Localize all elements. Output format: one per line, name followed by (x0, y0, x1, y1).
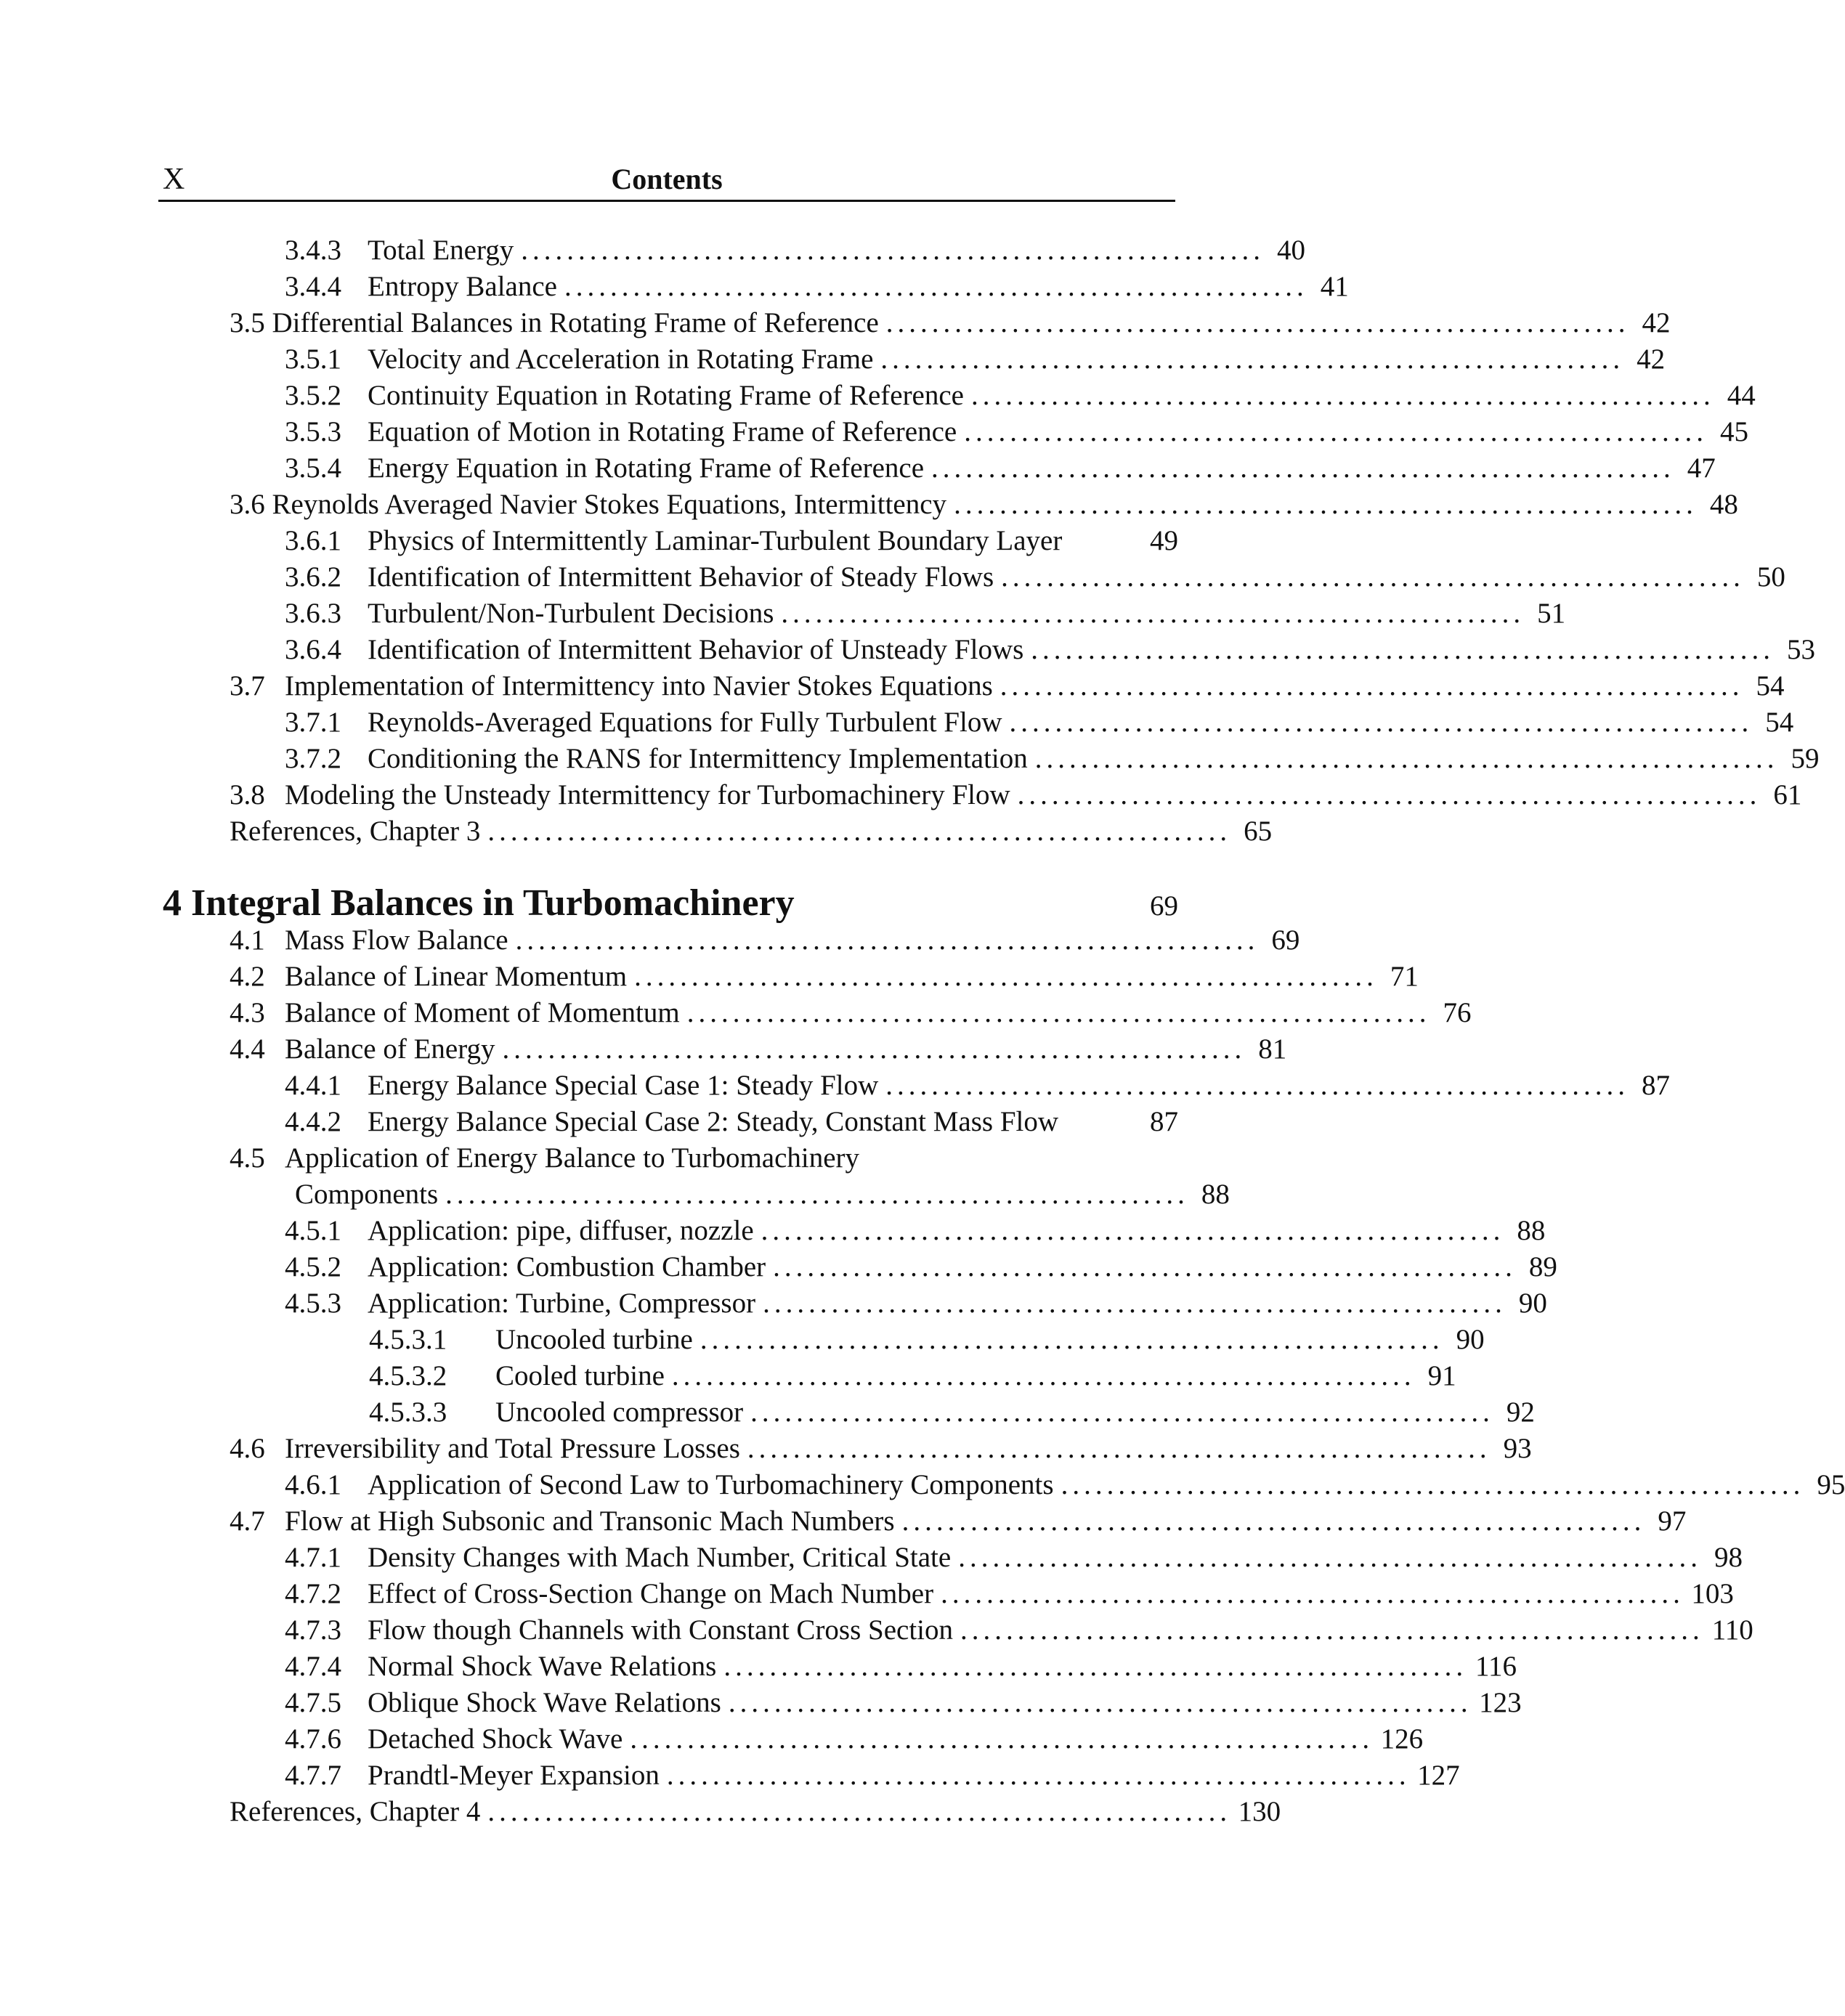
toc-entry-number: 4.7.5 (285, 1687, 341, 1718)
toc-entry-number: 4.2 (230, 961, 265, 992)
page-header (158, 161, 1175, 202)
toc-entry-title: Balance of Energy (285, 1033, 495, 1065)
dot-leader: ................................................................. (964, 416, 1708, 447)
toc-entry (369, 1322, 1485, 1358)
toc-entry-page: 42 (1637, 344, 1666, 375)
toc-entry (285, 378, 1756, 414)
toc-entry (230, 813, 1273, 850)
toc-entry-number: 4.5 (230, 1142, 265, 1174)
toc-entry-title: Uncooled compressor (495, 1397, 744, 1428)
dot-leader: ................................................................. (747, 1433, 1491, 1464)
toc-entry-number: 3.8 (230, 779, 265, 810)
toc-entry (285, 1757, 1460, 1794)
dot-leader: ................................................................. (502, 1033, 1246, 1065)
dot-leader: ................................................................. (666, 1760, 1411, 1791)
toc-entry-number: 4.1 (230, 924, 265, 956)
dot-leader: ................................................................. (634, 961, 1378, 992)
toc-entry (230, 1794, 1281, 1830)
toc-entry-title: Irreversibility and Total Pressure Losses (285, 1433, 740, 1464)
dot-leader: ................................................................. (773, 1251, 1517, 1283)
toc-entry-title: Application: pipe, diffuser, nozzle (368, 1215, 754, 1246)
toc-entry-title: Application: Combustion Chamber (368, 1251, 766, 1283)
toc-entry-page: 40 (1277, 235, 1305, 266)
toc-entry-title: Equation of Motion in Rotating Frame of Reference (368, 416, 957, 447)
toc-entry (285, 1285, 1547, 1322)
dot-leader: ................................................................. (750, 1397, 1494, 1428)
toc-entry-number: 4.4 (230, 1033, 265, 1065)
toc-entry-title: Normal Shock Wave Relations (368, 1651, 717, 1682)
toc-entry (285, 1649, 1517, 1685)
dot-leader: ................................................................. (763, 1288, 1507, 1319)
toc-entry (285, 596, 1566, 632)
toc-entry-title: Prandtl-Meyer Expansion (368, 1760, 660, 1791)
toc-entry (369, 1358, 1456, 1394)
dot-leader: ................................................................. (487, 1796, 1232, 1827)
toc-entry (285, 1612, 1753, 1649)
toc-entry-page: 81 (1258, 1033, 1287, 1065)
toc-entry-page: 50 (1756, 561, 1785, 593)
dot-leader: ................................................................. (686, 997, 1431, 1028)
toc-entry-number: 3.4.4 (285, 271, 341, 302)
toc-entry-page: 87 (1642, 1070, 1671, 1101)
dot-leader: ................................................................. (931, 452, 1675, 484)
toc-entry-number: 4.6.1 (285, 1469, 341, 1500)
toc-entry-page: 130 (1238, 1796, 1281, 1827)
toc-entry-page: 54 (1756, 670, 1785, 702)
toc-entry-title: Balance of Moment of Momentum (285, 997, 680, 1028)
toc-entry-title: Application of Energy Balance to Turbomachinery (285, 1142, 860, 1174)
dot-leader: ................................................................. (781, 598, 1525, 629)
page-title: Contents (611, 163, 723, 195)
toc-entry-title: Physics of Intermittently Laminar-Turbulent Boundary Layer (368, 525, 1063, 556)
dot-leader: ................................................................. (960, 1614, 1704, 1646)
toc-entry-number: 3.6.4 (285, 634, 341, 665)
toc-entry-number: 3.7.1 (285, 707, 341, 738)
toc-entry-number: 4.5.3.2 (369, 1360, 447, 1391)
toc-entry-title: Components (295, 1179, 439, 1210)
toc-entry-number: 4.7.3 (285, 1614, 341, 1646)
toc-entry-number: 3.4.3 (285, 235, 341, 266)
toc-entry (285, 741, 1820, 777)
toc-entry-number: 4.5.2 (285, 1251, 341, 1283)
toc-entry-page: 90 (1518, 1288, 1547, 1319)
toc-entry (285, 1685, 1522, 1721)
toc-entry (230, 1503, 1687, 1540)
dot-leader: ................................................................. (1061, 1469, 1805, 1500)
toc-entry-title: Flow though Channels with Constant Cross Section (368, 1614, 954, 1646)
toc-entry-number: 3.5.2 (285, 380, 341, 411)
toc-entry (285, 269, 1349, 305)
toc-entry-title: Oblique Shock Wave Relations (368, 1687, 721, 1718)
toc-entry-page: 98 (1714, 1542, 1743, 1573)
toc-entry-page: 88 (1201, 1179, 1230, 1210)
toc-entry-page: 127 (1417, 1760, 1460, 1791)
toc-entry (285, 414, 1748, 450)
toc-entry-title: Velocity and Acceleration in Rotating Frame (368, 344, 874, 375)
toc-entry-page: 51 (1537, 598, 1566, 629)
toc-entry (230, 995, 1472, 1031)
toc-entry (285, 1213, 1546, 1249)
toc-entry-page: 54 (1765, 707, 1794, 738)
dot-leader: ................................................................. (999, 670, 1744, 702)
toc-entry-page: 41 (1320, 271, 1349, 302)
toc-entry-page: 123 (1479, 1687, 1522, 1718)
dot-leader: ................................................................. (445, 1179, 1189, 1210)
toc-entry-title: Entropy Balance (368, 271, 557, 302)
dot-leader: ................................................................. (1017, 779, 1761, 810)
toc-entry-title: Conditioning the RANS for Intermittency Implementation (368, 743, 1028, 774)
toc-entry-number: 4.4.2 (285, 1106, 341, 1137)
toc-entry-title: Implementation of Intermittency into Navier Stokes Equations (285, 670, 993, 702)
toc-entry-title: Balance of Linear Momentum (285, 961, 628, 992)
toc-entry-number: 3.7.2 (285, 743, 341, 774)
toc-entry-title: Effect of Cross-Section Change on Mach Number (368, 1578, 934, 1609)
toc-entry (285, 1068, 1671, 1104)
toc-entry (285, 1576, 1734, 1612)
dot-leader: ................................................................. (723, 1651, 1468, 1682)
toc-entry (285, 232, 1305, 269)
toc-entry-page: 48 (1709, 489, 1738, 520)
dot-leader: ................................................................. (671, 1360, 1416, 1391)
toc-entry-page: 47 (1687, 452, 1716, 484)
toc-entry (285, 1104, 1178, 1140)
toc-entry-number: 3.5.3 (285, 416, 341, 447)
toc-entry-title: Detached Shock Wave (368, 1723, 623, 1755)
dot-leader: ................................................................. (515, 924, 1260, 956)
toc-entry-page: 90 (1456, 1324, 1485, 1355)
toc-entry-page: 59 (1791, 743, 1820, 774)
toc-entry (230, 959, 1419, 995)
toc-entry-page: 45 (1719, 416, 1748, 447)
toc-entry-page: 69 (1271, 924, 1300, 956)
toc-entry (285, 559, 1785, 596)
toc-entry-page: 95 (1817, 1469, 1845, 1500)
dot-leader: ................................................................. (521, 235, 1265, 266)
toc-entry (285, 341, 1666, 378)
toc-entry (230, 1431, 1532, 1467)
toc-entry-number: 4.7.4 (285, 1651, 341, 1682)
toc-entry-number: 4.3 (230, 997, 265, 1028)
toc-entry-number: 3.7 (230, 670, 265, 702)
toc-entry-page: 76 (1443, 997, 1472, 1028)
dot-leader: ................................................................. (958, 1542, 1702, 1573)
toc-entry-page: 49 (1150, 525, 1178, 556)
toc-entry-title: Application of Second Law to Turbomachinery Components (368, 1469, 1054, 1500)
toc-entry-number: 4.7.6 (285, 1723, 341, 1755)
toc-entry-title: Mass Flow Balance (285, 924, 508, 956)
dot-leader: ................................................................. (630, 1723, 1374, 1755)
toc-entry (230, 922, 1300, 959)
toc-entry-title: Uncooled turbine (495, 1324, 693, 1355)
toc-entry-page: 88 (1517, 1215, 1546, 1246)
toc-entry (230, 1140, 1178, 1176)
toc-entry (295, 1176, 1230, 1213)
toc-entry-page: 126 (1380, 1723, 1424, 1755)
toc-entry-page: 42 (1642, 307, 1671, 338)
toc-entry-page: 93 (1503, 1433, 1532, 1464)
toc-entry-number: 4.7 (230, 1505, 265, 1537)
toc-entry (285, 632, 1816, 668)
toc-entry-title: Reynolds-Averaged Equations for Fully Turbulent Flow (368, 707, 1002, 738)
toc-entry-title: Turbulent/Non-Turbulent Decisions (368, 598, 774, 629)
toc-entry-title: Density Changes with Mach Number, Critical State (368, 1542, 952, 1573)
toc-entry (285, 704, 1794, 741)
toc-entry-number: 4.5.3.1 (369, 1324, 447, 1355)
toc-entry-title: References, Chapter 4 (230, 1796, 481, 1827)
toc-entry-title: Application: Turbine, Compressor (368, 1288, 756, 1319)
toc-entry-page: 89 (1528, 1251, 1557, 1283)
dot-leader: ................................................................. (885, 307, 1630, 338)
chapter-page: 69 (1150, 890, 1178, 922)
toc-entry-number: 4.5.3.3 (369, 1397, 447, 1428)
toc-entry-title: Identification of Intermittent Behavior of Steady Flows (368, 561, 994, 593)
dot-leader: ................................................................. (1009, 707, 1753, 738)
toc-entry-page: 110 (1711, 1614, 1753, 1646)
chapter-heading (163, 880, 1178, 927)
toc-entry-title: Energy Balance Special Case 1: Steady Flow (368, 1070, 879, 1101)
chapter-title: 4 Integral Balances in Turbomachinery (163, 882, 795, 924)
toc-entry (230, 305, 1671, 341)
toc-entry-number: 4.5.1 (285, 1215, 341, 1246)
toc-entry-number: 3.6.1 (285, 525, 341, 556)
toc-entry-page: 87 (1150, 1106, 1178, 1137)
dot-leader: ................................................................. (885, 1070, 1630, 1101)
toc-entry (230, 1031, 1287, 1068)
page-number: X (163, 163, 185, 196)
toc-entry-page: 71 (1390, 961, 1419, 992)
toc-entry-page: 91 (1427, 1360, 1456, 1391)
dot-leader: ................................................................. (1031, 634, 1775, 665)
toc-entry-page: 53 (1787, 634, 1816, 665)
toc-entry-number: 4.7.2 (285, 1578, 341, 1609)
toc-entry-number: 4.4.1 (285, 1070, 341, 1101)
toc-entry-page: 97 (1658, 1505, 1687, 1537)
dot-leader: ................................................................. (728, 1687, 1472, 1718)
toc-entry (369, 1394, 1535, 1431)
toc-entry (230, 487, 1738, 523)
toc-entry (285, 1540, 1743, 1576)
toc-entry (285, 523, 1178, 559)
toc-entry-page: 61 (1773, 779, 1802, 810)
dot-leader: ................................................................. (487, 816, 1232, 847)
dot-leader: ................................................................. (941, 1578, 1684, 1609)
toc-entry-number: 3.6.3 (285, 598, 341, 629)
toc-entry-page: 116 (1475, 1651, 1517, 1682)
dot-leader: ................................................................. (1034, 743, 1779, 774)
toc-entry-page: 92 (1506, 1397, 1535, 1428)
toc-entry-number: 4.7.1 (285, 1542, 341, 1573)
toc-entry-page: 65 (1244, 816, 1273, 847)
toc-entry-number: 4.7.7 (285, 1760, 341, 1791)
dot-leader: ................................................................. (700, 1324, 1444, 1355)
toc-entry-title: Modeling the Unsteady Intermittency for Turbomachinery Flow (285, 779, 1010, 810)
toc-entry (285, 1249, 1557, 1285)
toc-entry-title: Identification of Intermittent Behavior of Unsteady Flows (368, 634, 1024, 665)
toc-entry-title: 3.5 Differential Balances in Rotating Frame of Reference (230, 307, 879, 338)
toc-entry-title: 3.6 Reynolds Averaged Navier Stokes Equations, Intermittency (230, 489, 947, 520)
dot-leader: ................................................................. (564, 271, 1308, 302)
toc-entry-title: Total Energy (368, 235, 514, 266)
dot-leader: ................................................................. (970, 380, 1715, 411)
toc-entry (285, 1721, 1424, 1757)
toc-entry-title: References, Chapter 3 (230, 816, 481, 847)
toc-entry-number: 3.5.4 (285, 452, 341, 484)
dot-leader: ................................................................. (1001, 561, 1745, 593)
toc-entry-number: 3.5.1 (285, 344, 341, 375)
dot-leader: ................................................................. (954, 489, 1698, 520)
dot-leader: ................................................................. (880, 344, 1625, 375)
toc-entry-title: Flow at High Subsonic and Transonic Mach Numbers (285, 1505, 895, 1537)
toc-entry (230, 668, 1785, 704)
toc-entry (285, 1467, 1845, 1503)
toc-entry-title: Energy Equation in Rotating Frame of Reference (368, 452, 925, 484)
toc-entry-page: 44 (1727, 380, 1756, 411)
toc-entry-number: 4.6 (230, 1433, 265, 1464)
toc-entry-number: 4.5.3 (285, 1288, 341, 1319)
toc-entry-title: Energy Balance Special Case 2: Steady, Constant Mass Flow (368, 1106, 1059, 1137)
toc-entry (285, 450, 1716, 487)
toc-entry-number: 3.6.2 (285, 561, 341, 593)
header-rule (158, 200, 1175, 202)
toc-entry-title: Continuity Equation in Rotating Frame of Reference (368, 380, 964, 411)
dot-leader: ................................................................. (761, 1215, 1505, 1246)
dot-leader: ................................................................. (901, 1505, 1646, 1537)
toc-entry-title: Cooled turbine (495, 1360, 665, 1391)
toc-entry-page: 103 (1691, 1578, 1734, 1609)
toc-entry (230, 777, 1802, 813)
